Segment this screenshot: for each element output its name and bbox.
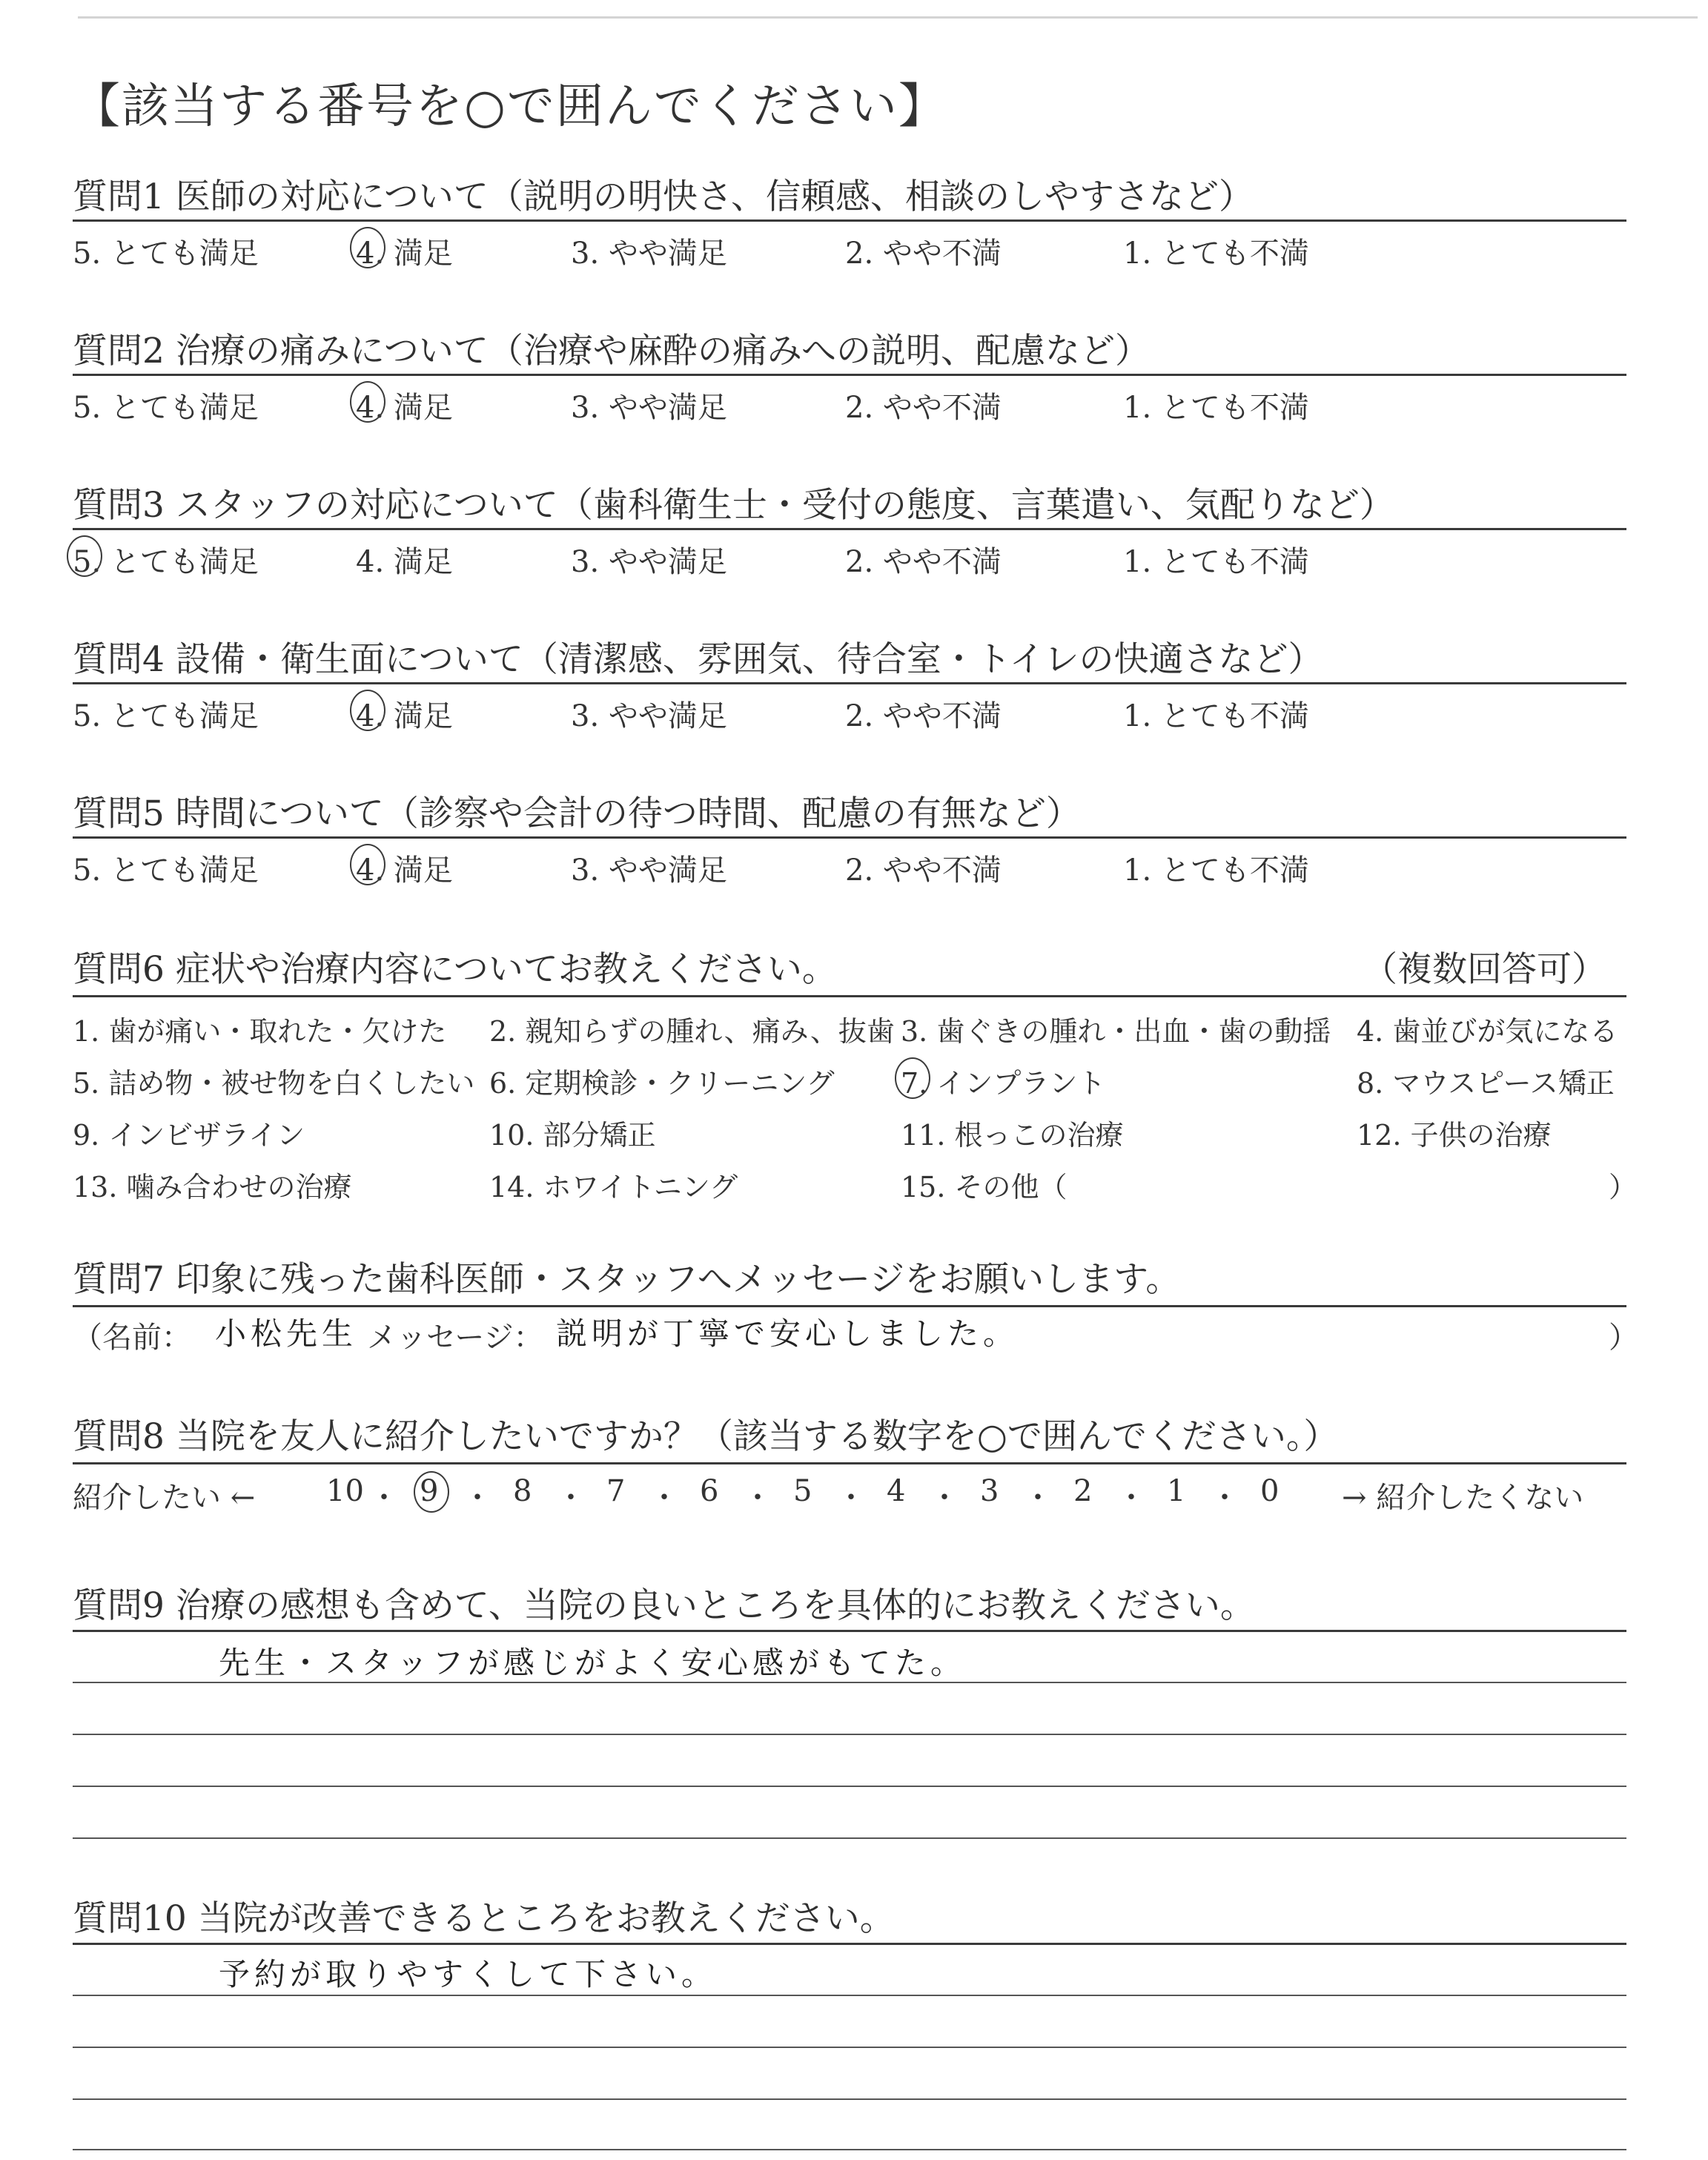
q6-option-10[interactable] [489, 1112, 656, 1153]
question-4-option-1[interactable] [1123, 693, 1309, 735]
q8-scale-9[interactable] [420, 1474, 438, 1508]
option-label: 7. インプラント [901, 1060, 1105, 1101]
q8-scale-3[interactable] [980, 1474, 999, 1508]
q8-scale-10[interactable] [326, 1474, 364, 1508]
q6-option-15[interactable] [901, 1164, 1068, 1205]
q6-option-5[interactable] [73, 1060, 474, 1101]
option-label: 3. やや満足 [571, 237, 727, 271]
option-label: 3. やや満足 [571, 545, 727, 579]
scale-number: 3 [980, 1474, 999, 1508]
q7-message-value[interactable]: 説明が丁寧で安心しました。 [556, 1315, 1019, 1352]
q10-writing-line [73, 2149, 1626, 2150]
q10-answer[interactable]: 予約が取りやすくして下さい。 [219, 1956, 718, 1992]
question-6-title: 質問6 症状や治療内容についてお教えください。 [73, 949, 837, 990]
option-label: 2. やや不満 [845, 391, 1002, 425]
option-label: 2. やや不満 [845, 237, 1002, 271]
question-4-option-4[interactable] [356, 693, 453, 735]
scale-number: 5 [793, 1474, 812, 1508]
question-5-option-4[interactable] [356, 847, 453, 889]
option-label: 1. とても不満 [1123, 237, 1309, 271]
option-label: 1. 歯が痛い・取れた・欠けた [73, 1015, 447, 1048]
question-2-option-2[interactable] [845, 384, 1002, 426]
q9-writing-line [73, 1786, 1626, 1787]
option-label: 15. その他（ [901, 1171, 1068, 1203]
q8-left-label: 紹介したい ← [73, 1481, 256, 1515]
question-4-rule [73, 682, 1626, 684]
q6-option-3[interactable] [901, 1008, 1331, 1049]
option-label: 4. 満足 [356, 847, 453, 889]
option-label: 11. 根っこの治療 [901, 1119, 1124, 1152]
q8-separator: ・ [369, 1481, 399, 1515]
q9-writing-line [73, 1837, 1626, 1839]
option-label: 3. やや満足 [571, 853, 727, 888]
option-label: 5. とても満足 [73, 391, 259, 425]
question-2-option-3[interactable] [571, 384, 727, 426]
q10-writing-line [73, 1995, 1626, 1996]
option-label: 14. ホワイトニング [489, 1171, 738, 1203]
page-title: 【該当する番号を○で囲んでください】 [73, 79, 947, 134]
question-1-option-2[interactable] [845, 230, 1002, 272]
question-5-option-2[interactable] [845, 847, 1002, 889]
q6-option-4[interactable] [1357, 1008, 1618, 1049]
q9-writing-line [73, 1682, 1626, 1683]
scale-number: 6 [700, 1474, 719, 1508]
question-6-rule [73, 995, 1626, 997]
q7-name-label: （名前： [73, 1321, 191, 1355]
question-10-rule [73, 1943, 1626, 1945]
question-3-option-3[interactable] [571, 538, 727, 581]
q6-option-11[interactable] [901, 1112, 1124, 1153]
q8-separator: ・ [1023, 1481, 1053, 1515]
q7-close: ） [1609, 1321, 1638, 1355]
question-1-option-4[interactable] [356, 230, 453, 272]
question-4-option-2[interactable] [845, 693, 1002, 735]
option-label: 2. やや不満 [845, 545, 1002, 579]
question-4-option-3[interactable] [571, 693, 727, 735]
option-label: 2. やや不満 [845, 699, 1002, 733]
option-label: 3. 歯ぐきの腫れ・出血・歯の動揺 [901, 1015, 1331, 1048]
option-other-close: ） [1609, 1171, 1638, 1203]
option-label: 1. とても不満 [1123, 545, 1309, 579]
question-5-option-3[interactable] [571, 847, 727, 889]
q8-scale-4[interactable] [887, 1474, 905, 1508]
question-7-title: 質問7 印象に残った歯科医師・スタッフへメッセージをお願いします。 [73, 1259, 1181, 1300]
q6-option-1[interactable] [73, 1008, 446, 1049]
q6-option-7[interactable] [901, 1060, 1105, 1101]
q8-scale-7[interactable] [606, 1474, 625, 1508]
option-label: 4. 満足 [356, 693, 453, 735]
option-label: 5. とても満足 [73, 538, 259, 581]
scale-number: 7 [606, 1474, 626, 1508]
q8-separator: ・ [743, 1481, 772, 1515]
question-2-rule [73, 374, 1626, 376]
scale-number: 8 [513, 1474, 532, 1508]
scale-number: 10 [326, 1474, 364, 1508]
option-label: 5. とても満足 [73, 237, 259, 271]
q8-separator: ・ [1116, 1481, 1146, 1515]
question-3-rule [73, 528, 1626, 530]
top-border [78, 16, 1698, 19]
question-8-rule [73, 1462, 1626, 1464]
option-label: 13. 噛み合わせの治療 [73, 1171, 352, 1203]
option-label: 3. やや満足 [571, 699, 727, 733]
question-1-title: 質問1 医師の対応について（説明の明快さ、信頼感、相談のしやすさなど） [73, 176, 1254, 217]
q10-writing-line [73, 2098, 1626, 2100]
question-3-option-5[interactable] [73, 538, 259, 581]
q6-option-12[interactable] [1357, 1112, 1552, 1153]
question-9-title: 質問9 治療の感想も含めて、当院の良いところを具体的にお教えください。 [73, 1585, 1255, 1626]
option-label: 5. とても満足 [73, 699, 259, 733]
question-5-option-1[interactable] [1123, 847, 1309, 889]
q8-separator: ・ [1210, 1481, 1239, 1515]
option-label: 4. 満足 [356, 230, 453, 272]
question-7-rule [73, 1305, 1626, 1307]
question-4-option-5[interactable] [73, 693, 259, 735]
question-8-title: 質問8 当院を友人に紹介したいですか？（該当する数字を○で囲んでください。） [73, 1416, 1339, 1457]
question-3-option-4[interactable] [356, 538, 453, 581]
option-label: 8. マウスピース矯正 [1357, 1067, 1615, 1100]
option-label: 5. 詰め物・被せ物を白くしたい [73, 1067, 475, 1100]
option-label: 12. 子供の治療 [1357, 1119, 1552, 1152]
question-1-rule [73, 219, 1626, 222]
question-1-option-5[interactable] [73, 230, 259, 272]
option-label: 4. 満足 [356, 545, 453, 579]
question-2-title: 質問2 治療の痛みについて（治療や麻酔の痛みへの説明、配慮など） [73, 331, 1150, 371]
q6-option-13[interactable] [73, 1164, 352, 1205]
option-label: 4. 満足 [356, 384, 453, 426]
question-2-option-5[interactable] [73, 384, 259, 426]
q8-scale-5[interactable] [793, 1474, 812, 1508]
q9-answer[interactable]: 先生・スタッフが感じがよく安心感がもてた。 [219, 1645, 967, 1681]
q6-option-14[interactable] [489, 1164, 738, 1205]
q8-scale-0[interactable] [1260, 1474, 1279, 1508]
q6-option-9[interactable] [73, 1112, 305, 1153]
option-label: 3. やや満足 [571, 391, 727, 425]
option-label: 4. 歯並びが気になる [1357, 1015, 1618, 1048]
q8-scale-8[interactable] [513, 1474, 532, 1508]
scale-number: 0 [1260, 1474, 1280, 1508]
option-label: 2. 親知らずの腫れ、痛み、抜歯 [489, 1015, 895, 1048]
option-label: 9. インビザライン [73, 1119, 305, 1152]
scale-number: 1 [1167, 1474, 1186, 1508]
question-5-title: 質問5 時間について（診察や会計の待つ時間、配慮の有無など） [73, 793, 1081, 834]
q6-option-2[interactable] [489, 1008, 895, 1049]
q8-right-label: → 紹介したくない [1342, 1481, 1584, 1515]
scale-number: 9 [420, 1474, 439, 1508]
question-5-option-5[interactable] [73, 847, 259, 889]
question-10-title: 質問10 当院が改善できるところをお教えください。 [73, 1898, 895, 1939]
scale-number: 4 [887, 1474, 906, 1508]
scale-number: 2 [1073, 1474, 1093, 1508]
question-2-option-4[interactable] [356, 384, 453, 426]
question-2-option-1[interactable] [1123, 384, 1309, 426]
option-label: 5. とても満足 [73, 853, 259, 888]
option-label: 1. とても不満 [1123, 699, 1309, 733]
q8-separator: ・ [463, 1481, 492, 1515]
question-5-rule [73, 836, 1626, 839]
option-label: 1. とても不満 [1123, 391, 1309, 425]
q10-writing-line [73, 2047, 1626, 2048]
q6-option-8[interactable] [1357, 1060, 1615, 1101]
q7-message-label: メッセージ： [367, 1321, 543, 1355]
q6-option-6[interactable] [489, 1060, 835, 1101]
question-3-option-2[interactable] [845, 538, 1002, 581]
option-label: 10. 部分矯正 [489, 1119, 656, 1152]
q8-separator: ・ [930, 1481, 959, 1515]
option-label: 6. 定期検診・クリーニング [489, 1067, 835, 1100]
question-3-title: 質問3 スタッフの対応について（歯科衛生士・受付の態度、言葉遣い、気配りなど） [73, 485, 1394, 526]
question-1-option-3[interactable] [571, 230, 727, 272]
q8-separator: ・ [836, 1481, 866, 1515]
question-6-note: （複数回答可） [1363, 949, 1606, 990]
question-4-title: 質問4 設備・衛生面について（清潔感、雰囲気、待合室・トイレの快適さなど） [73, 639, 1323, 680]
q8-scale-1[interactable] [1167, 1474, 1185, 1508]
q9-writing-line [73, 1734, 1626, 1735]
q8-scale-6[interactable] [700, 1474, 718, 1508]
option-label: 1. とても不満 [1123, 853, 1309, 888]
option-label: 2. やや不満 [845, 853, 1002, 888]
q8-separator: ・ [556, 1481, 586, 1515]
q8-scale-2[interactable] [1073, 1474, 1092, 1508]
q8-separator: ・ [649, 1481, 679, 1515]
question-9-rule [73, 1630, 1626, 1632]
question-1-option-1[interactable] [1123, 230, 1309, 272]
q7-name-value[interactable]: 小松先生 [215, 1315, 358, 1352]
question-3-option-1[interactable] [1123, 538, 1309, 581]
